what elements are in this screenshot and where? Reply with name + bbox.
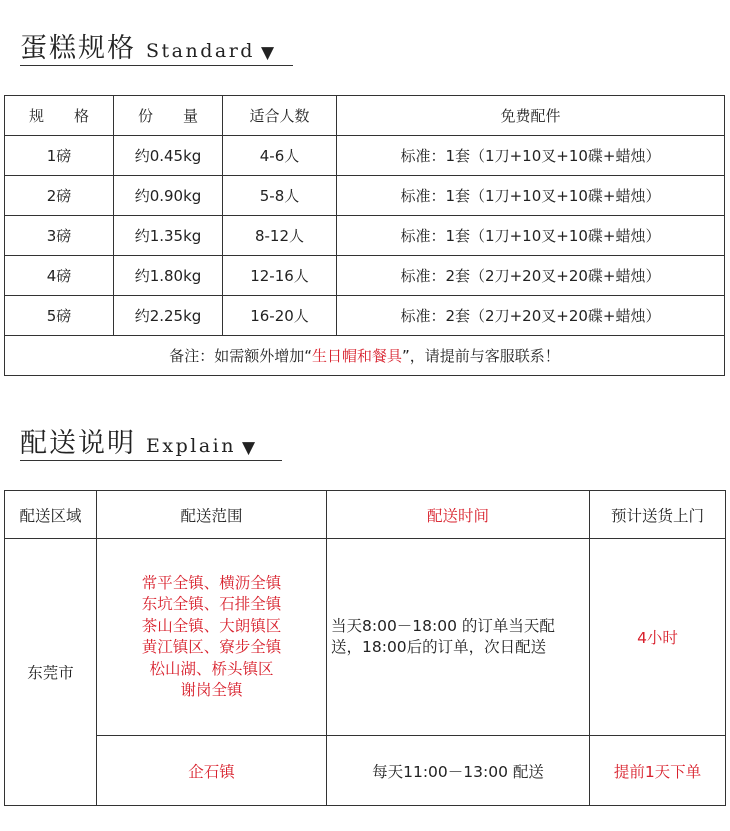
servings-cell: 12-16人 [223,256,337,296]
header-cell: 规 格 [5,96,114,136]
weight-cell: 约0.45kg [114,136,223,176]
delivery-section-title [20,421,255,460]
city-cell: 东莞市 [5,539,97,806]
table-row [5,736,726,806]
spec-title-underline [20,65,293,66]
note-row [5,336,725,376]
table-header-row [5,96,725,136]
area-line: 松山湖、桥头镇区 [149,659,274,678]
note-cell [5,336,725,376]
area-line: 谢岗全镇 [180,681,243,699]
accessories-cell: 标准：1套（1刀+10叉+10碟+蜡烛） [337,136,725,176]
accessories-cell: 标准：1套（1刀+10叉+10碟+蜡烛） [337,216,725,256]
delivery-title-en: Explain [146,435,236,457]
table-row [5,296,725,336]
area-cell: 企石镇 [97,736,327,806]
header-cell: 配送区域 [5,491,97,539]
delivery-time-cell: 当天8:00－18:00 的订单当天配送，18:00后的订单，次日配送 [327,539,590,736]
table-row [5,216,725,256]
cake-spec-table [4,95,725,376]
servings-cell: 8-12人 [223,216,337,256]
servings-cell: 16-20人 [223,296,337,336]
area-list-cell [97,539,327,736]
header-cell: 适合人数 [223,96,337,136]
header-cell: 配送范围 [97,491,327,539]
note-suffix: ”，请提前与客服联系！ [402,347,560,365]
accessories-cell: 标准：2套（2刀+20叉+20碟+蜡烛） [337,256,725,296]
table-row [5,256,725,296]
eta-cell: 4小时 [590,539,726,736]
table-row [5,539,726,736]
delivery-title-underline [20,460,282,461]
triangle-down-icon: ▼ [241,438,256,458]
header-cell: 配送时间 [327,491,590,539]
size-cell: 3磅 [5,216,114,256]
delivery-title-cn: 配送说明 [20,428,136,459]
triangle-down-icon: ▼ [260,43,275,63]
spec-section-title [20,26,274,65]
accessories-cell: 标准：1套（1刀+10叉+10碟+蜡烛） [337,176,725,216]
accessories-cell: 标准：2套（2刀+20叉+20碟+蜡烛） [337,296,725,336]
note-prefix: 备注：如需额外增加“ [169,347,312,365]
eta-cell: 提前1天下单 [590,736,726,806]
header-cell: 免费配件 [337,96,725,136]
area-line: 常平全镇、横沥全镇 [141,573,282,592]
weight-cell: 约1.80kg [114,256,223,296]
area-line: 茶山全镇、大朗镇区 [141,616,282,635]
weight-cell: 约1.35kg [114,216,223,256]
area-line: 东坑全镇、石排全镇 [141,595,282,613]
servings-cell: 5-8人 [223,176,337,216]
header-cell: 预计送货上门 [590,491,726,539]
spec-title-en: Standard [146,40,255,62]
note-highlight: 生日帽和餐具 [311,347,402,365]
weight-cell: 约2.25kg [114,296,223,336]
servings-cell: 4-6人 [223,136,337,176]
size-cell: 1磅 [5,136,114,176]
delivery-time-cell: 每天11:00－13:00 配送 [327,736,590,806]
spec-title-cn: 蛋糕规格 [20,33,136,64]
area-line: 黄江镇区、寮步全镇 [141,638,282,656]
size-cell: 4磅 [5,256,114,296]
header-cell: 份 量 [114,96,223,136]
weight-cell: 约0.90kg [114,176,223,216]
table-header-row [5,491,726,539]
size-cell: 2磅 [5,176,114,216]
table-row [5,136,725,176]
delivery-table [4,490,726,806]
table-row [5,176,725,216]
size-cell: 5磅 [5,296,114,336]
